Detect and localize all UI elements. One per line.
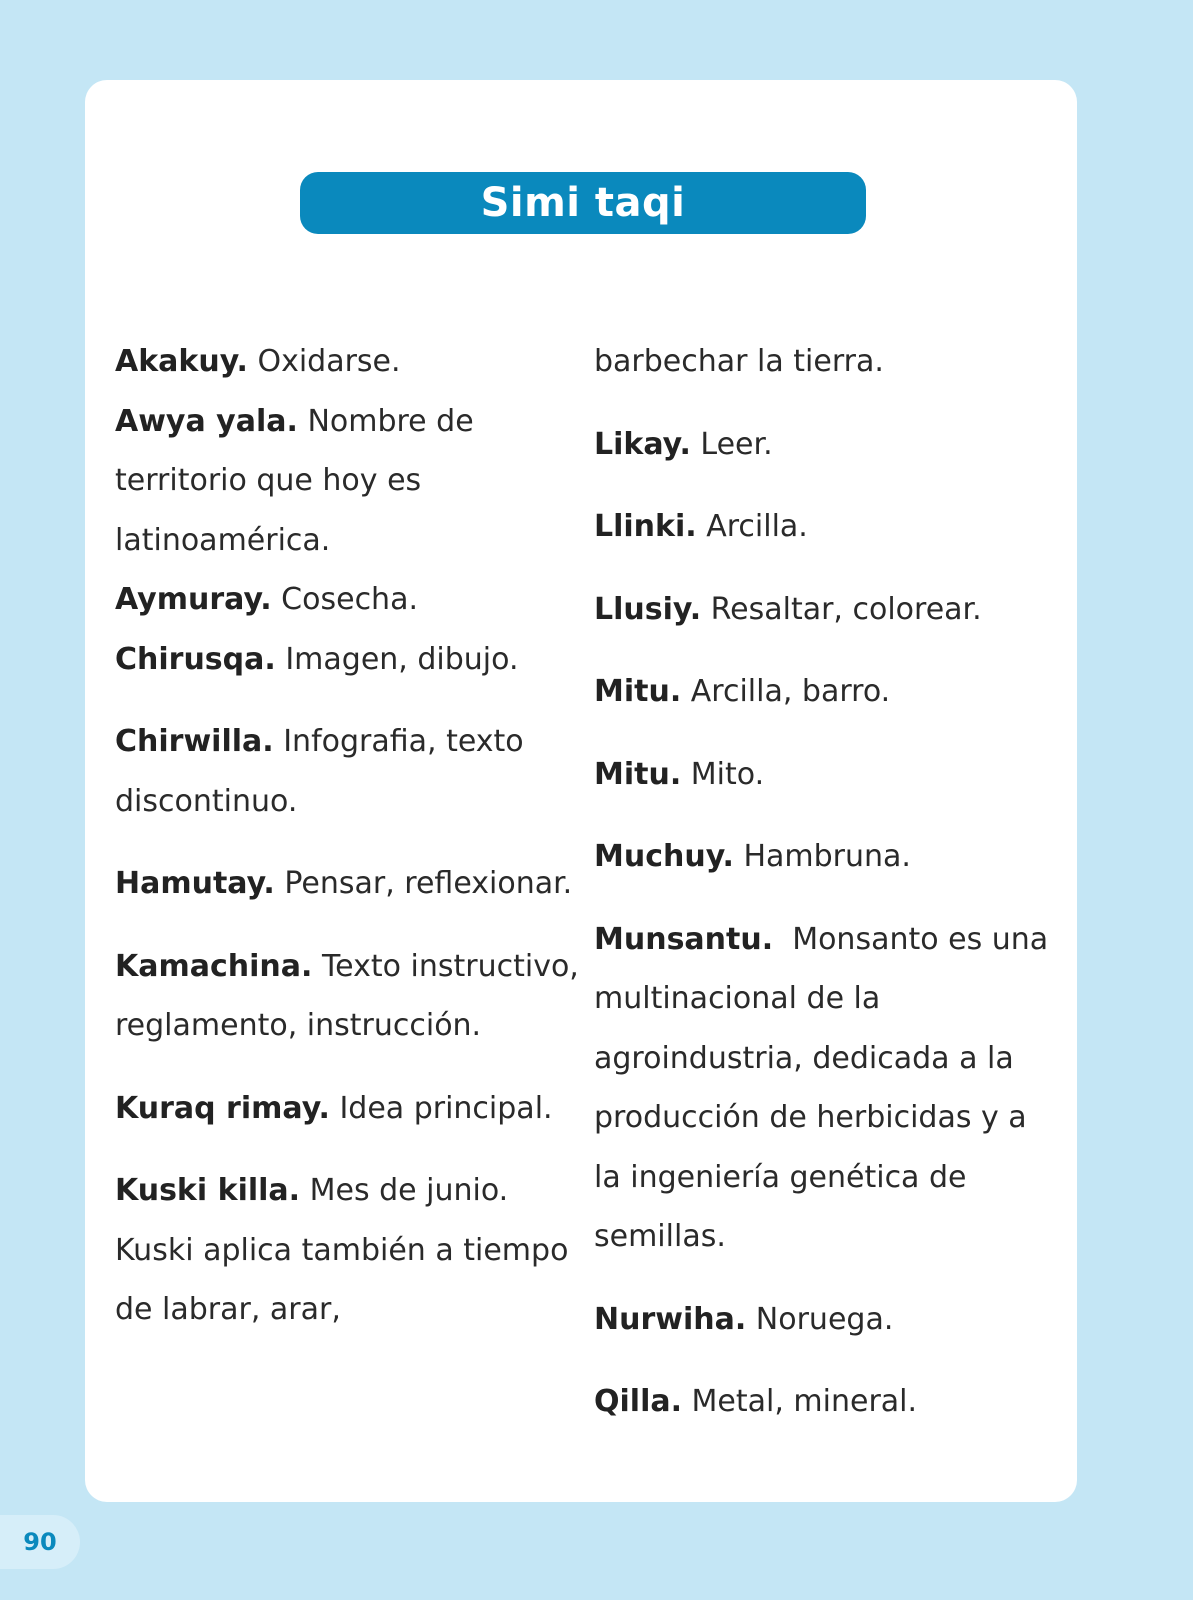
- glossary-entry: [115, 392, 585, 571]
- glossary-definition: Hambruna.: [733, 839, 911, 874]
- glossary-definition: Arcilla.: [696, 509, 808, 544]
- glossary-term: Kamachina.: [115, 948, 313, 984]
- glossary-term: Nurwiha.: [594, 1301, 747, 1337]
- glossary-entry: [115, 332, 585, 392]
- glossary-entry: [115, 570, 585, 630]
- glossary-term: Munsantu.: [594, 921, 774, 957]
- glossary-entry: [594, 827, 1054, 887]
- glossary-term: Mitu.: [594, 756, 682, 792]
- glossary-definition: Leer.: [690, 426, 773, 462]
- glossary-definition: Mito.: [681, 756, 765, 792]
- glossary-term: Hamutay.: [115, 866, 275, 901]
- glossary-definition: Arcilla, barro.: [681, 674, 891, 709]
- glossary-entry: [594, 415, 1054, 475]
- glossary-entry: [594, 580, 1054, 640]
- glossary-term: Chirwilla.: [115, 724, 274, 759]
- glossary-entry: [115, 1161, 585, 1340]
- glossary-term: Qilla.: [594, 1384, 682, 1419]
- glossary-definition: Idea principal.: [329, 1090, 553, 1126]
- page-number: 90: [23, 1528, 57, 1556]
- glossary-term: Muchuy.: [594, 839, 734, 874]
- glossary-left-column: [115, 332, 585, 1340]
- title-banner: [300, 172, 866, 234]
- page-number-tab: [0, 1515, 80, 1569]
- glossary-term: Llusiy.: [594, 591, 702, 627]
- glossary-entry: [594, 1372, 1054, 1432]
- glossary-entry: [115, 854, 585, 914]
- glossary-definition: Oxidarse.: [247, 344, 401, 379]
- glossary-entry: [115, 937, 585, 1056]
- glossary-entry: [115, 712, 585, 831]
- glossary-term: Llinki.: [594, 509, 697, 544]
- glossary-right-column: [594, 332, 1058, 1432]
- glossary-entry-continued: [594, 332, 1054, 392]
- glossary-definition: Metal, mineral.: [682, 1384, 918, 1419]
- glossary-definition: Texto instructivo, reglamento, instrucción.: [115, 948, 579, 1043]
- glossary-entry: [115, 1079, 585, 1139]
- glossary-definition: Mes de junio. Kuski aplica también a tiempo de labrar, arar,: [115, 1173, 569, 1327]
- glossary-card: [85, 80, 1077, 1502]
- glossary-definition: Cosecha.: [271, 582, 418, 617]
- glossary-definition: Infografia, texto discontinuo.: [115, 724, 524, 819]
- glossary-entry: [115, 630, 585, 690]
- glossary-term: Kuraq rimay.: [115, 1090, 330, 1126]
- glossary-term: Mitu.: [594, 674, 682, 709]
- glossary-term: Likay.: [594, 426, 691, 462]
- glossary-entry: [594, 745, 1054, 805]
- glossary-term: Aymuray.: [115, 582, 272, 617]
- glossary-entry: [594, 662, 1054, 722]
- glossary-entry: [594, 497, 1054, 557]
- glossary-entry: [594, 1290, 1054, 1350]
- glossary-definition: Pensar, reflexionar.: [274, 866, 573, 901]
- glossary-definition: Monsanto es una multinacional de la agroindustria, dedicada a la producción de herbicidas y a la ingeniería genética de semillas.: [594, 921, 1058, 1254]
- glossary-term: Chirusqa.: [115, 641, 276, 677]
- glossary-definition: Noruega.: [746, 1301, 894, 1337]
- page-title: Simi taqi: [480, 180, 686, 226]
- glossary-definition: barbechar la tierra.: [594, 344, 884, 379]
- glossary-term: Kuski killa.: [115, 1173, 301, 1208]
- glossary-entry: [594, 910, 1058, 1267]
- glossary-definition: Nombre de territorio que hoy es latinoamérica.: [115, 403, 474, 558]
- glossary-definition: Resaltar, colorear.: [701, 591, 982, 627]
- glossary-term: Akakuy.: [115, 344, 248, 379]
- glossary-term: Awya yala.: [115, 403, 298, 439]
- glossary-definition: Imagen, dibujo.: [275, 641, 519, 677]
